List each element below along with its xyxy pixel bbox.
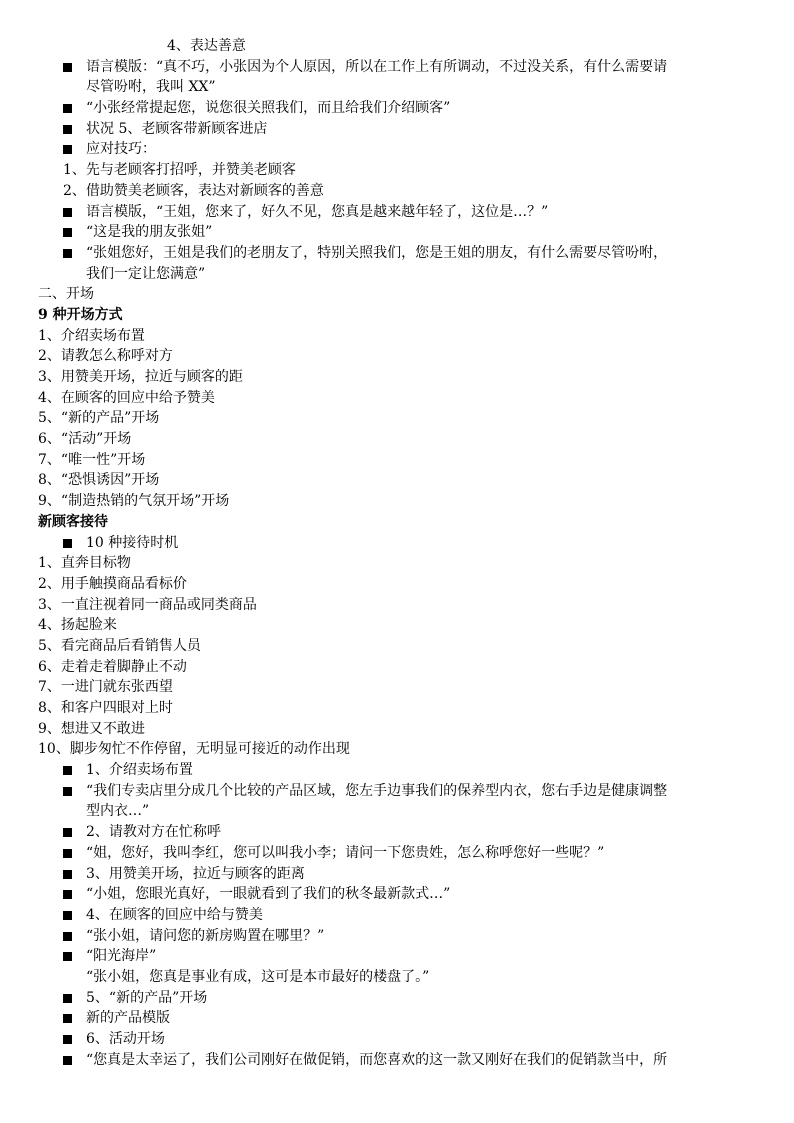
numbered-item xyxy=(0,574,794,595)
numbered-item xyxy=(0,615,794,636)
line-text: 5、看完商品后看销售人员 xyxy=(38,637,201,654)
square-bullet-icon xyxy=(63,1056,72,1065)
bullet-item xyxy=(0,905,794,926)
continuation-line xyxy=(0,77,794,98)
line-text: 5、“新的产品”开场 xyxy=(38,410,160,427)
line-text: 4、扬起脸来 xyxy=(38,617,117,634)
square-bullet-icon xyxy=(63,1014,72,1023)
numbered-item xyxy=(0,367,794,388)
bullet-item xyxy=(0,222,794,243)
line-text: 6、“活动”开场 xyxy=(38,431,132,448)
bullet-item xyxy=(0,98,794,119)
square-bullet-icon xyxy=(63,249,72,258)
square-bullet-icon xyxy=(63,125,72,134)
numbered-item xyxy=(0,388,794,409)
numbered-item xyxy=(0,470,794,491)
square-bullet-icon xyxy=(63,766,72,775)
numbered-item xyxy=(0,326,794,347)
square-bullet-icon xyxy=(63,104,72,113)
numbered-item xyxy=(0,491,794,512)
bullet-item xyxy=(0,243,794,264)
line-text: 尽管吩咐，我叫 XX” xyxy=(86,79,216,96)
line-text: 新的产品模版 xyxy=(86,1010,170,1027)
line-text: 二、开场 xyxy=(38,286,94,303)
line-text: 语言模版，“王姐，您来了，好久不见，您真是越来越年轻了，这位是…？” xyxy=(86,203,549,220)
line-text: 1、介绍卖场布置 xyxy=(86,762,193,779)
line-text: “您真是太幸运了，我们公司刚好在做促销，而您喜欢的这一款又刚好在我们的促销款当中，所 xyxy=(86,1051,668,1068)
square-bullet-icon xyxy=(63,1035,72,1044)
line-text: 4、在顾客的回应中给与赞美 xyxy=(86,906,263,923)
bullet-item xyxy=(0,760,794,781)
square-bullet-icon xyxy=(63,145,72,154)
square-bullet-icon xyxy=(63,932,72,941)
numbered-item xyxy=(0,677,794,698)
square-bullet-icon xyxy=(63,63,72,72)
line-text: “小姐，您眼光真好，一眼就看到了我们的秋冬最新款式…” xyxy=(86,886,451,903)
line-text: “张小姐，请问您的新房购置在哪里？” xyxy=(86,927,325,944)
square-bullet-icon xyxy=(63,911,72,920)
line-text: 8、和客户四眼对上时 xyxy=(38,700,173,716)
line-text: “姐，您好，我叫李红，您可以叫我小李；请问一下您贵姓，怎么称呼您好一些呢？” xyxy=(86,844,605,861)
line-text: 应对技巧： xyxy=(86,141,156,158)
numbered-item xyxy=(0,698,794,719)
square-bullet-icon xyxy=(63,952,72,961)
square-bullet-icon xyxy=(63,228,72,237)
numbered-item xyxy=(0,595,794,616)
line-text: 9、想进又不敢进 xyxy=(38,720,145,737)
numbered-subitem xyxy=(0,181,794,202)
line-text: 我们一定让您满意” xyxy=(86,265,206,282)
line-text: 7、“唯一性”开场 xyxy=(38,451,146,468)
section-heading xyxy=(0,305,794,326)
line-text: “阳光海岸” xyxy=(86,948,157,965)
line-text: 状况 5、老顾客带新顾客进店 xyxy=(86,120,268,137)
document-page xyxy=(0,36,794,1070)
line-text: “张姐您好，王姐是我们的老朋友了，特别关照我们，您是王姐的朋友，有什么需要尽管吩咐， xyxy=(86,244,668,261)
line-text: 6、活动开场 xyxy=(86,1031,165,1047)
numbered-item xyxy=(0,450,794,471)
line-text: “我们专卖店里分成几个比较的产品区域，您左手边事我们的保养型内衣，您右手边是健康调整 xyxy=(86,782,668,799)
line-text: 3、用赞美开场，拉近与顾客的距 xyxy=(38,369,243,385)
line-text: “张小姐，您真是事业有成，这可是本市最好的楼盘了。” xyxy=(86,968,430,985)
numbered-item xyxy=(0,636,794,657)
square-bullet-icon xyxy=(63,828,72,837)
line-text: 新顾客接待 xyxy=(38,513,108,530)
line-text: 6、走着走着脚静止不动 xyxy=(38,658,187,675)
line-text: 2、请教对方在忙称呼 xyxy=(86,824,221,841)
line-text: 8、“恐惧诱因”开场 xyxy=(38,472,160,489)
line-text: 2、借助赞美老顾客，表达对新顾客的善意 xyxy=(63,182,324,199)
line-text: 1、先与老顾客打招呼，并赞美老顾客 xyxy=(63,162,296,179)
bullet-item xyxy=(0,926,794,947)
numbered-item xyxy=(0,429,794,450)
bullet-item xyxy=(0,57,794,78)
bullet-item xyxy=(0,822,794,843)
line-text: “小张经常提起您，说您很关照我们，而且给我们介绍顾客” xyxy=(86,100,451,117)
bullet-item xyxy=(0,946,794,967)
square-bullet-icon xyxy=(63,849,72,858)
square-bullet-icon xyxy=(63,208,72,217)
bullet-item xyxy=(0,202,794,223)
line-text: 9、“制造热销的气氛开场”开场 xyxy=(38,493,230,510)
line-text: 1、直奔目标物 xyxy=(38,555,131,572)
continuation-line xyxy=(0,264,794,285)
bullet-item xyxy=(0,139,794,160)
line-text: “这是我的朋友张姐” xyxy=(86,224,213,241)
line-text: 4、在顾客的回应中给予赞美 xyxy=(38,389,215,406)
square-bullet-icon xyxy=(63,890,72,899)
indented-heading xyxy=(0,36,794,57)
numbered-item xyxy=(0,657,794,678)
line-text: 7、一进门就东张西望 xyxy=(38,679,173,696)
line-text: 10 种接待时机 xyxy=(86,534,179,551)
line-text: 型内衣…” xyxy=(86,803,150,820)
numbered-subitem xyxy=(0,160,794,181)
continuation-line xyxy=(0,801,794,822)
continuation-line xyxy=(0,967,794,988)
bullet-item xyxy=(0,1029,794,1050)
line-text: 语言模版：“真不巧，小张因为个人原因，所以在工作上有所调动，不过没关系，有什么需要请 xyxy=(86,58,668,75)
numbered-item xyxy=(0,553,794,574)
bullet-item xyxy=(0,1050,794,1071)
line-text: 2、用手触摸商品看标价 xyxy=(38,575,187,592)
line-text: 10、脚步匆忙不作停留，无明显可接近的动作出现 xyxy=(38,741,350,758)
bullet-item xyxy=(0,988,794,1009)
square-bullet-icon xyxy=(63,870,72,879)
line-text: 2、请教怎么称呼对方 xyxy=(38,348,173,365)
bullet-item xyxy=(0,781,794,802)
line-text: 3、一直注视着同一商品或同类商品 xyxy=(38,596,257,613)
bullet-item xyxy=(0,1008,794,1029)
bullet-item xyxy=(0,884,794,905)
line-text: 5、“新的产品”开场 xyxy=(86,989,208,1006)
numbered-item xyxy=(0,284,794,305)
line-text: 4、表达善意 xyxy=(167,38,246,54)
bullet-item xyxy=(0,533,794,554)
square-bullet-icon xyxy=(63,787,72,796)
bullet-item xyxy=(0,864,794,885)
numbered-item xyxy=(0,719,794,740)
line-text: 9 种开场方式 xyxy=(38,306,123,323)
section-heading xyxy=(0,512,794,533)
bullet-item xyxy=(0,843,794,864)
numbered-item xyxy=(0,739,794,760)
line-text: 3、用赞美开场，拉近与顾客的距离 xyxy=(86,865,305,882)
numbered-item xyxy=(0,346,794,367)
square-bullet-icon xyxy=(63,539,72,548)
square-bullet-icon xyxy=(63,994,72,1003)
numbered-item xyxy=(0,408,794,429)
line-text: 1、介绍卖场布置 xyxy=(38,327,145,344)
bullet-item xyxy=(0,119,794,140)
